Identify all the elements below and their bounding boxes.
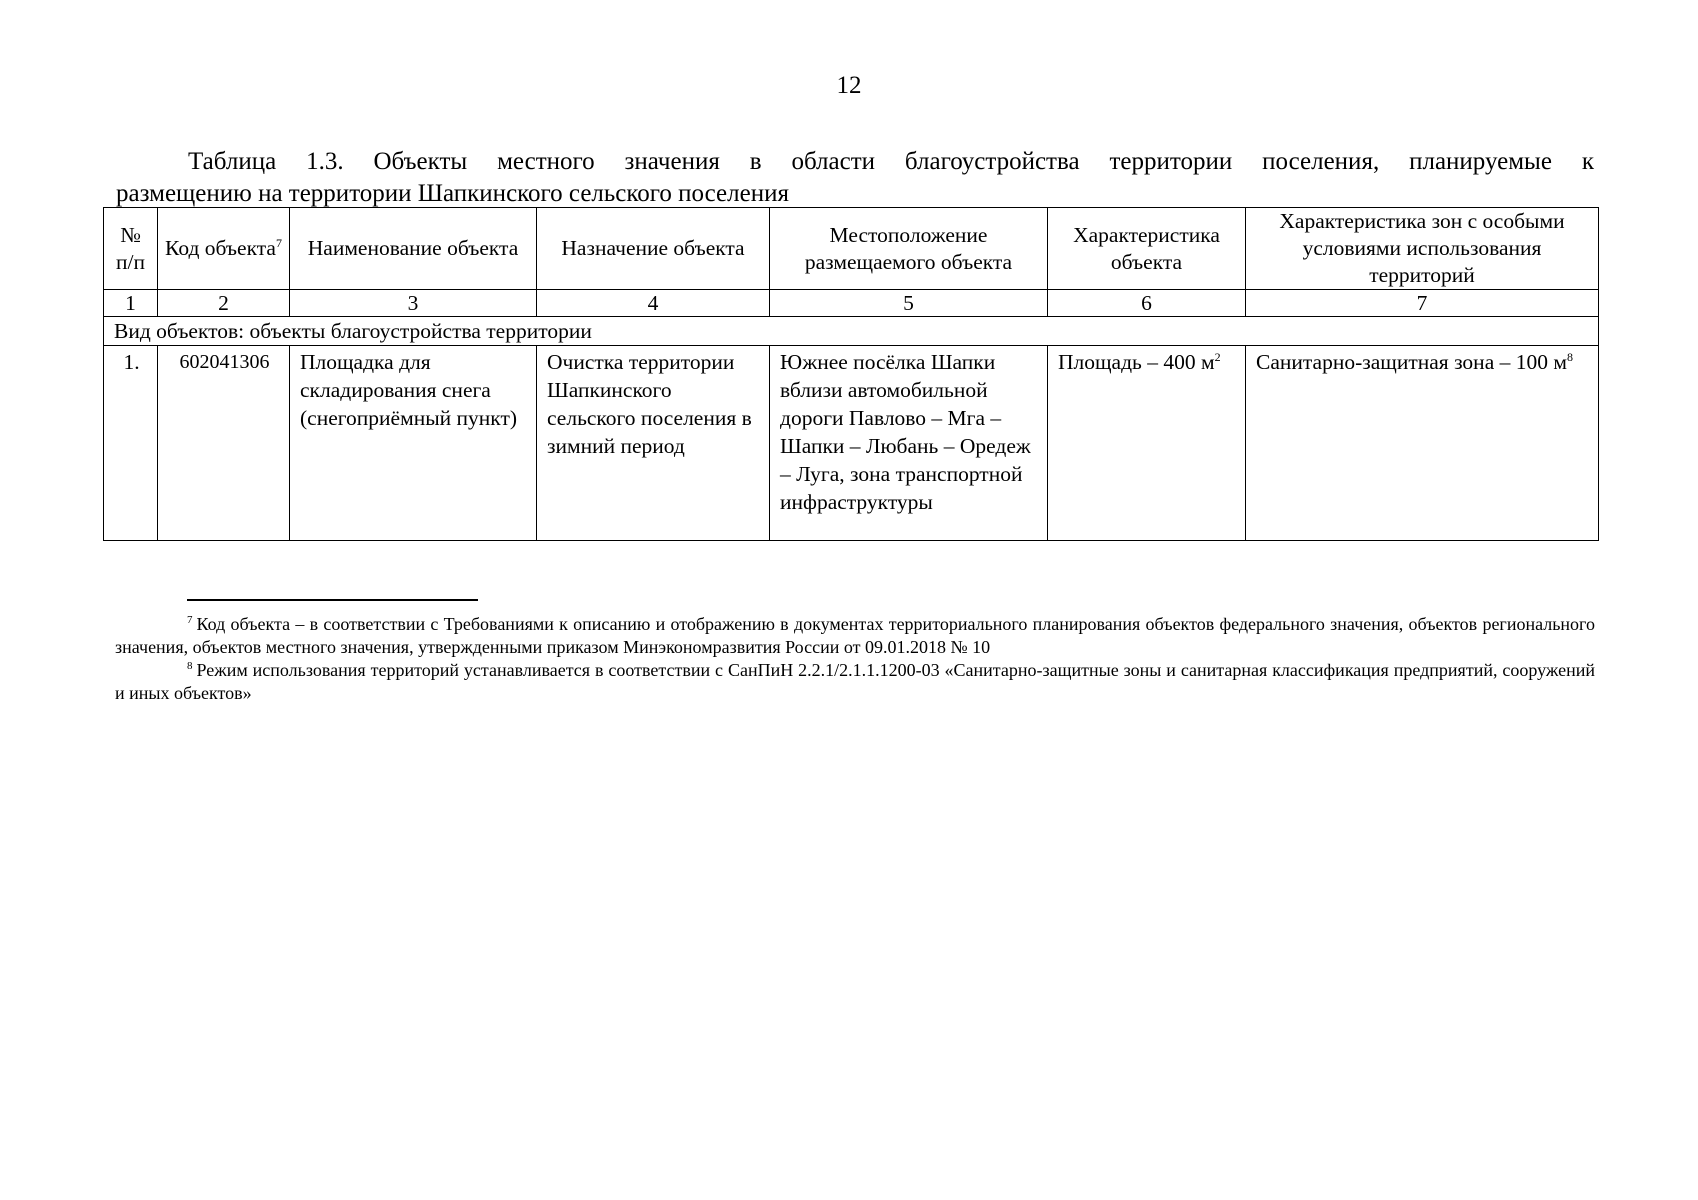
table-header-row [104,208,1599,290]
header-code [158,208,290,290]
row-characteristic-text: Площадь – 400 м [1058,350,1215,374]
footnote-mark: 7 [187,614,193,626]
header-num: № п/п [104,208,158,290]
column-number: 1 [104,290,158,317]
caption-line-2: размещению на территории Шапкинского сельского поселения [116,180,789,207]
column-number-row [104,290,1599,317]
header-code-text: Код объекта [165,236,276,260]
row-code: 602041306 [158,346,290,541]
footnote [115,613,1595,659]
column-number: 5 [770,290,1048,317]
column-number: 7 [1246,290,1599,317]
header-name: Наименование объекта [290,208,537,290]
group-row [104,317,1599,346]
header-location: Местоположение размещаемого объекта [770,208,1048,290]
column-number: 4 [537,290,770,317]
row-zones-text: Санитарно-защитная зона – 100 м [1256,350,1567,374]
row-characteristic [1048,346,1246,541]
footnote-mark: 8 [187,660,193,672]
footnote-separator [187,599,478,601]
row-zones [1246,346,1599,541]
column-number: 2 [158,290,290,317]
table-caption [116,146,1594,210]
footnote-text: Режим использования территорий устанавливается в соответствии с СанПиН 2.2.1/2.1.1.1200-03 «Санитарно-защитные зоны и санитарная классификация предприятий, сооружений и иных объектов» [115,660,1595,703]
row-zones-footnote-ref: 8 [1566,349,1573,364]
header-characteristic: Характеристика объекта [1048,208,1246,290]
row-location: Южнее посёлка Шапки вблизи автомобильной дороги Павлово – Мга – Шапки – Любань – Оредеж – Луга, зона транспортной инфраструктуры [770,346,1048,541]
page-number: 12 [836,72,862,99]
column-number: 3 [290,290,537,317]
table-row [104,346,1599,541]
header-purpose: Назначение объекта [537,208,770,290]
row-purpose: Очистка территории Шапкинского сельского поселения в зимний период [537,346,770,541]
row-num: 1. [104,346,158,541]
objects-table [103,207,1599,541]
caption-line-1: Таблица 1.3. Объекты местного значения в области благоустройства территории поселения, планируемые к [188,148,1594,175]
header-code-footnote-ref: 7 [275,235,282,250]
row-characteristic-sup: 2 [1214,349,1221,364]
group-label: Вид объектов: объекты благоустройства территории [104,317,1599,346]
row-name: Площадка для складирования снега (снегоприёмный пункт) [290,346,537,541]
footnote-text: Код объекта – в соответствии с Требованиями к описанию и отображению в документах территориального планирования объектов федерального значения, объектов регионального значения, объектов местного значения, утвержденными приказом Минэкономразвития России от 09.01.2018 № 10 [115,614,1595,657]
column-number: 6 [1048,290,1246,317]
header-zones: Характеристика зон с особыми условиями использования территорий [1246,208,1599,290]
footnotes [115,613,1595,705]
footnote [115,659,1595,705]
